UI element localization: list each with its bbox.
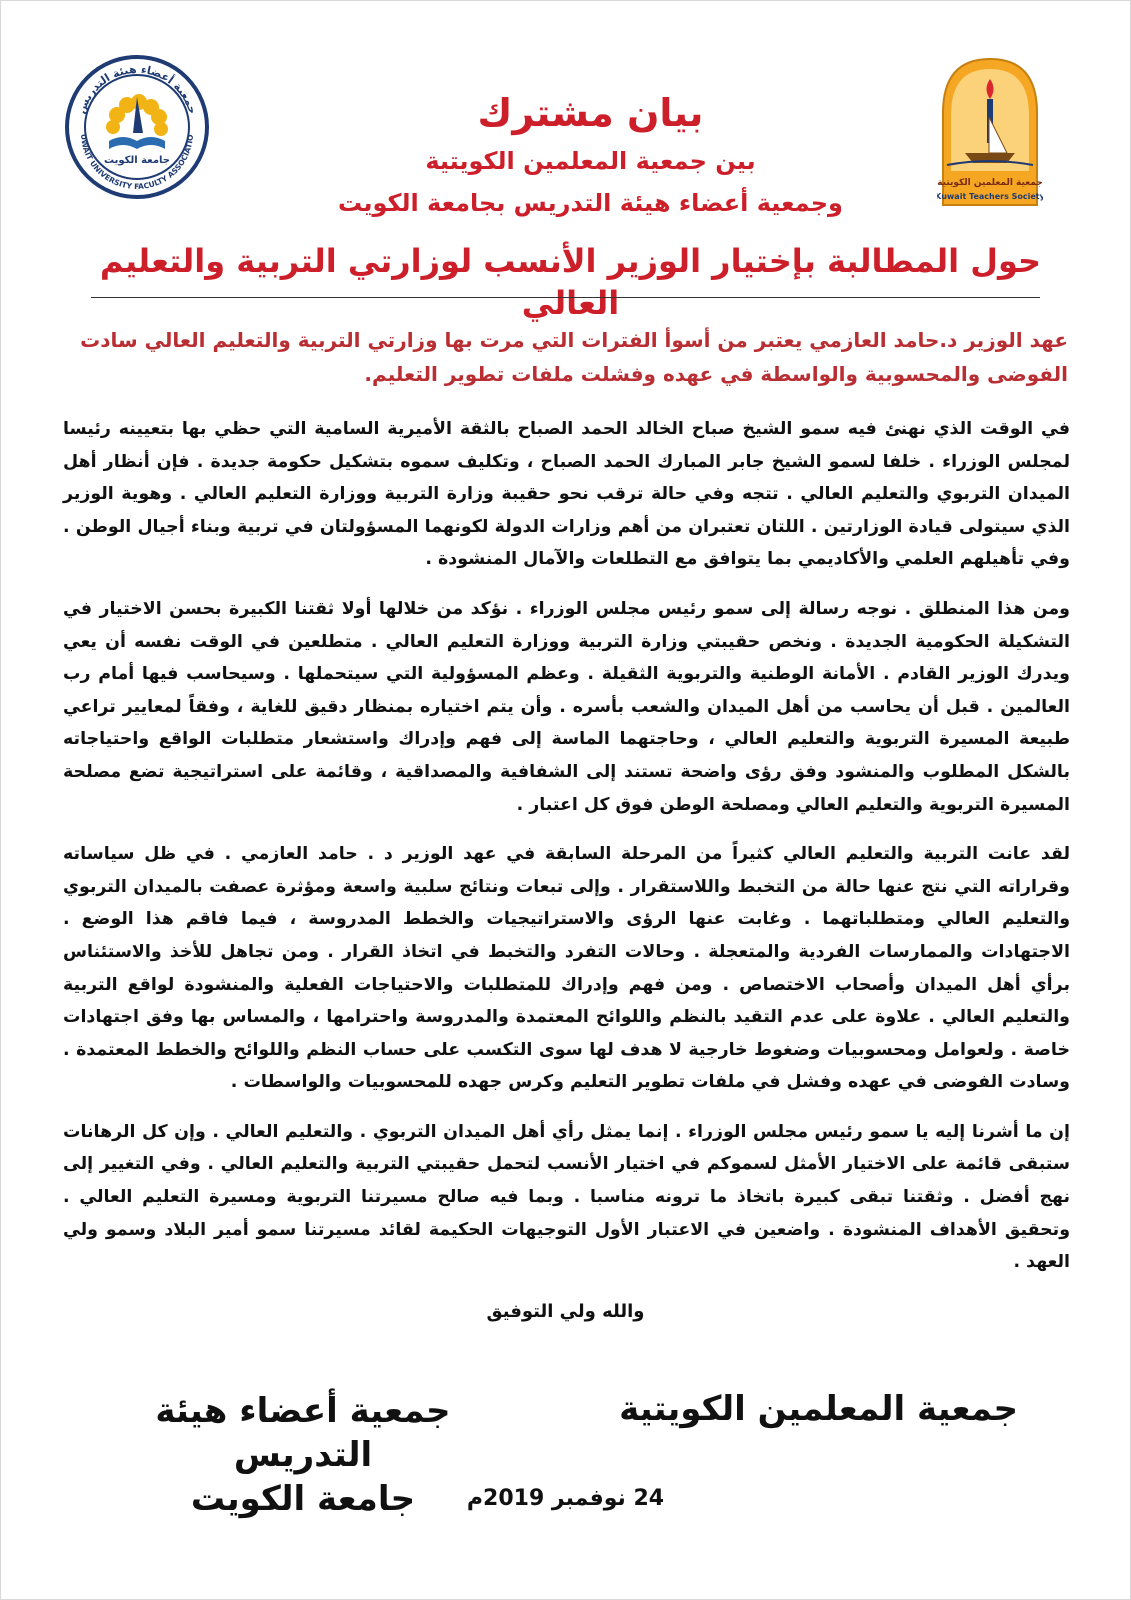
statement-topic: حول المطالبة بإختيار الوزير الأنسب لوزارتي التربية والتعليم العالي [99, 242, 1042, 322]
signature-faculty-line1: جمعية أعضاء هيئة التدريس [155, 1391, 451, 1476]
signature-teachers-society: جمعية المعلمين الكويتية [619, 1389, 1018, 1429]
logo-society-arabic-text: جمعية المعلمين الكويتية [937, 178, 1043, 188]
logo-english-text: UWAIT UNIVERSITY FACULTY ASSOCIATIO [78, 133, 196, 192]
statement-body [63, 413, 1070, 1296]
body-paragraph-2: ومن هذا المنطلق . نوجه رسالة إلى سمو رئيس مجلس الوزراء . نؤكد من خلالها أولا ثقتنا الكبيرة بحسن الاختيار في التشكيلة الحكومية الجديدة . ونخص حقيبتي وزارة التربية ووزارة التعليم العالي . متطلعين في الوقت نفسه أن يعي ويدرك الوزير القادم . الأمانة الوطنية والتربوية الثقيلة . وعظم المسؤولية التي سيتحملها . وسيحاسب فيها أمام رب العالمين . قبل أن يحاسب من أهل الميدان والشعب بأسره . وأن يتم اختياره بمنظار دقيق للغاية ، وفقاً لمعايير تراعي طبيعة المسيرة التربوية والتعليم العالي ، وحاجتهما الماسة إلى فهم وإدراك واستشعار متطلبات الواقع واحتياجاته بالشكل المطلوب والمنشود وفق رؤى واضحة تستند إلى الشفافية والمصداقية ، وقائمة على استراتيجية تضع مصلحة المسيرة التربوية والتعليم العالي ومصلحة الوطن فوق كل اعتبار . [63, 598, 1070, 815]
statement-subtitle-line2: وجمعية أعضاء هيئة التدريس بجامعة الكويت [338, 188, 843, 217]
body-paragraph-1: في الوقت الذي نهنئ فيه سمو الشيخ صباح الخالد الحمد الصباح بالثقة الأميرية السامية التي حظي بها بتعيينه رئيسا لمجلس الوزراء . خلفا لسمو الشيخ جابر المبارك الحمد الصباح ، وتكليف سموه بتشكيل حكومة جديدة . فإن أنظار أهل الميدان التربوي والتعليم العالي . تتجه وفي حالة ترقب نحو حقيبة وزارة التربية ووزارة التعليم العالي . وهوية الوزير الذي سيتولى قيادة الوزارتين . اللتان تعتبران من أهم وزارات الدولة لكونهما المسؤولتان في تربية وبناء أجيال الوطن . وفي تأهيلهم العلمي والأكاديمي بما يتوافق مع التطلعات والآمال المنشودة . [63, 419, 1070, 570]
body-paragraph-4: إن ما أشرنا إليه يا سمو رئيس مجلس الوزراء . إنما يمثل رأي أهل الميدان التربوي . والتعليم العالي . وإن كل الرهانات ستبقى قائمة على الاختيار الأمثل لسموكم في اختيار الأنسب لتحمل حقيبتي التربية والتعليم العالي . وفي التغيير إلى نهج أفضل . وثقتنا تبقى كبيرة باتخاذ ما ترونه مناسبا . وبما فيه صالح مسيرتنا التربوية ومسيرة التعليم العالي . وتحقيق الأهداف المنشودة . واضعين في الاعتبار الأول التوجيهات الحكيمة لقائد مسيرتنا سمو أمير البلاد وسمو ولي العهد . [63, 1121, 1070, 1273]
statement-title: بيان مشترك [477, 91, 704, 135]
lead-summary: عهد الوزير د.حامد العازمي يعتبر من أسوأ الفترات التي مرت بها وزارتي التربية والتعليم العالي سادت الفوضى والمحسوبية والواسطة في عهده وفشلت ملفات تطوير التعليم. [80, 328, 1068, 386]
logo-org-text: جمعية أعضاء هيئة التدريس [74, 62, 200, 116]
logo-society-english-text: Kuwait Teachers Society [937, 192, 1043, 201]
header-divider [91, 297, 1040, 298]
body-paragraph-3: لقد عانت التربية والتعليم العالي كثيراً من المرحلة السابقة في عهد الوزير د . حامد العازمي . في ظل سياساته وقراراته التي نتج عنها حالة من التخبط واللاستقرار . وإلى تبعات ونتائج سلبية واسعة ومؤثرة عصفت بالميدان التربوي والتعليم العالي ومتطلباتهما . وغابت عنها الرؤى والاستراتيجيات والخطط المدروسة ، فيما فاقم هذا الوضع . الاجتهادات والممارسات الفردية والمتعجلة . وحالات التفرد والتخبط في اتخاذ القرار . ومن تجاهل للأخذ والاستئناس برأي أهل الميدان وأصحاب الاختصاص . ومن فهم وإدراك للمتطلبات والاحتياجات الفعلية والمنشودة لواقع التربية والتعليم العالي . علاوة على عدم التقيد بالنظم واللوائح المعتمدة والمدروسة واحترامها ، والمساس بها وفق اجتهادات خاصة . ولعوامل ومحسوبيات وضغوط خارجية لا هدف لها سوى التكسب على حساب النظم واللوائح والخطط المعتمدة . وسادت الفوضى في عهده وفشل في ملفات تطوير التعليم وكرس جهده للمحسوبيات والواسطات . [63, 844, 1070, 1093]
logo-university-text: جامعة الكويت [104, 155, 170, 166]
faculty-association-logo [63, 53, 211, 201]
statement-subtitle-line1: بين جمعية المعلمين الكويتية [425, 146, 756, 175]
statement-date: 24 نوفمبر 2019م [466, 1486, 665, 1511]
faculty-association-emblem-icon [63, 53, 211, 201]
closing-line: والله ولي التوفيق [486, 1301, 645, 1322]
signature-faculty-line2: جامعة الكويت [190, 1479, 416, 1520]
statement-header [201, 91, 980, 221]
